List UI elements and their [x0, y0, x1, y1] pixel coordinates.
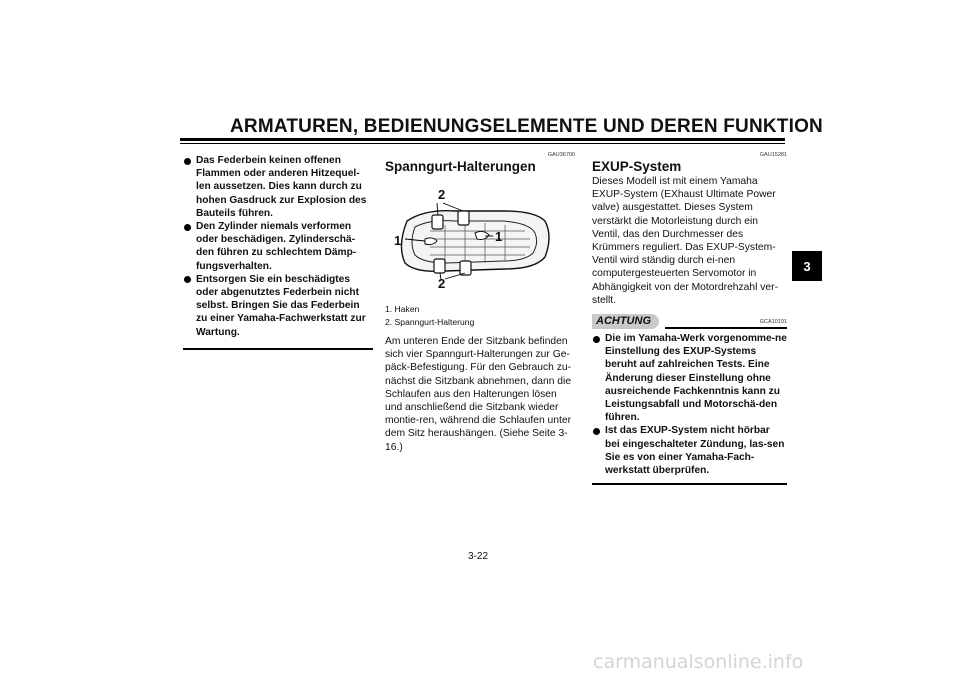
section-title: EXUP-System: [592, 159, 682, 174]
section-body: Dieses Modell ist mit einem Yamaha EXUP-System (EXhaust Ultimate Power valve) ausgestattet. Dieses System verstärkt die Motorleistung durch ein Ventil, das den Durchmesser des Krümmers reguliert. Das EXUP-System-Ventil wird ständig durch ei-nen computergesteuerten Servomotor in Abhängigkeit von der Motordrehzahl ver-stellt.: [592, 176, 779, 306]
achtung-text: Ist das EXUP-System nicht hörbar bei eingeschalteter Zündung, las-sen Sie es von einer Yamaha-Fach-werkstatt überprüfen.: [605, 425, 785, 477]
warning-item: [183, 154, 373, 220]
seat-underside-illustration: [385, 181, 555, 293]
warning-text: Entsorgen Sie ein beschädigtes oder abgenutztes Federbein nicht selbst. Bringen Sie das Federbein zu einer Yamaha-Fachwerkstatt zur Wartung.: [196, 273, 366, 338]
achtung-rule: [665, 327, 787, 329]
warning-list: [183, 154, 373, 339]
section-code: GAU15281: [759, 152, 787, 158]
page-number: 3-22: [468, 551, 489, 562]
figure-label-strap-holder: 2: [438, 276, 446, 291]
warning-item: [183, 220, 373, 273]
warning-item: [183, 273, 373, 339]
figure-label-hook: 1: [394, 233, 402, 248]
caption: 2. Spanngurt-Halterung: [385, 316, 475, 327]
figure-captions: [385, 303, 575, 328]
section-title: Spanngurt-Halterungen: [385, 159, 536, 174]
achtung-badge: ACHTUNG: [592, 314, 659, 329]
watermark: carmanualsonline.info: [593, 651, 804, 673]
figure-label-strap-holder: 2: [438, 187, 446, 202]
header-rule: [180, 138, 785, 141]
section-body: Am unteren Ende der Sitzbank befinden sich vier Spanngurt-Halterungen zur Ge-päck-Befestigung. Für den Gebrauch zu-nächst die Sitzbank abnehmen, dann die Schlaufen aus den Halterungen lösen und anschließend die Sitzbank wieder montie-ren, während die Schlaufen unter dem Sitz heraushängen. (Siehe Seite 3-16.): [385, 336, 572, 453]
column-exup: [592, 152, 787, 485]
page-title: ARMATUREN, BEDIENUNGSELEMENTE UND DEREN FUNKTION: [230, 116, 823, 137]
achtung-item: [592, 332, 787, 424]
column-warnings: [183, 154, 373, 350]
bullet-icon: [184, 158, 191, 165]
column-spanngurt: [385, 152, 575, 454]
achtung-text: Die im Yamaha-Werk vorgenomme-ne Einstellung des EXUP-Systems beruht auf zahlreichen Tests. Eine Änderung dieser Einstellung ohne ausreichende Fachkenntnis kann zu Leistungsabfall und Motorschä-den führen.: [605, 333, 787, 424]
bullet-icon: [593, 336, 600, 343]
achtung-item: [592, 424, 787, 477]
achtung-end-rule: [592, 483, 787, 485]
bullet-icon: [184, 224, 191, 231]
achtung-code: GCA10191: [759, 319, 787, 326]
warning-end-rule: [183, 348, 373, 350]
header-rule-thin: [180, 143, 785, 144]
warning-text: Das Federbein keinen offenen Flammen oder anderen Hitzequel-len aussetzen. Dies kann durch zu hohen Gasdruck zur Explosion des Bauteils führen.: [196, 155, 367, 219]
figure-label-hook: 1: [495, 229, 503, 244]
chapter-tab: 3: [792, 251, 822, 281]
achtung-list: [592, 332, 787, 477]
section-code: GAU36700: [547, 152, 575, 158]
bullet-icon: [593, 428, 600, 435]
warning-text: Den Zylinder niemals verformen oder beschädigen. Zylinderschä-den führen zu schlechtem Dämp-fungsverhalten.: [196, 221, 357, 272]
bullet-icon: [184, 276, 191, 283]
seat-figure: [385, 181, 555, 293]
caption: 1. Haken: [385, 304, 420, 314]
